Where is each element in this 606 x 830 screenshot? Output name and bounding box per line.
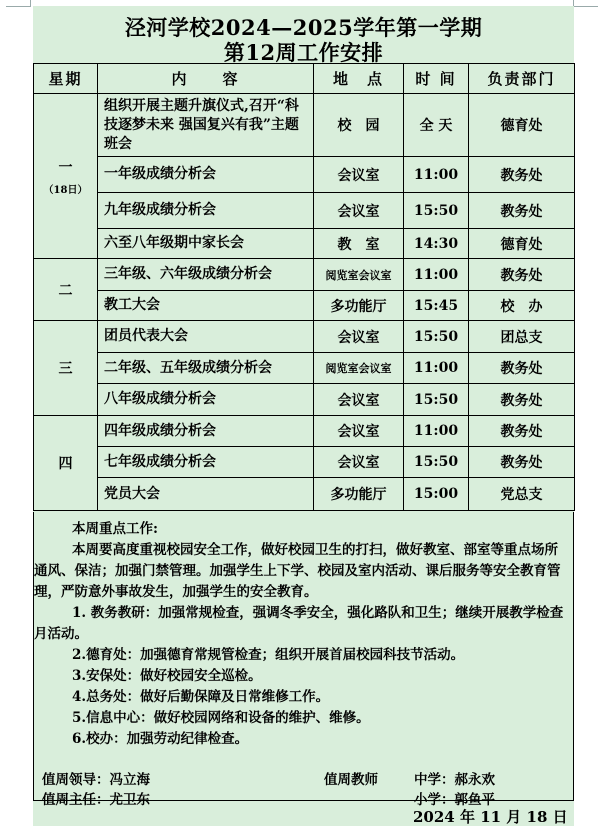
notes-item-2: 2.德育处：加强德育常规管检查；组织开展首届校园科技节活动。 bbox=[72, 647, 465, 663]
row-place: 教 室 bbox=[314, 229, 404, 259]
row-time: 14:30 bbox=[404, 229, 469, 259]
table-row bbox=[34, 193, 575, 229]
row-content: 四年级成绩分析会 bbox=[98, 416, 314, 447]
row-time: 11:00 bbox=[404, 259, 469, 291]
row-content: 七年级成绩分析会 bbox=[98, 447, 314, 478]
row-time: 15:00 bbox=[404, 478, 469, 511]
row-content: 六至八年级期中家长会 bbox=[98, 229, 314, 259]
row-content: 九年级成绩分析会 bbox=[98, 193, 314, 229]
day-date: （18日） bbox=[43, 184, 88, 196]
document-date: 2024 年 11 月 18 日 bbox=[413, 808, 568, 826]
row-time: 15:50 bbox=[404, 193, 469, 229]
row-time: 11:00 bbox=[404, 416, 469, 447]
table-row bbox=[34, 291, 575, 321]
day-thursday: 四 bbox=[34, 416, 98, 511]
row-dept: 校 办 bbox=[469, 291, 575, 321]
row-content: 八年级成绩分析会 bbox=[98, 384, 314, 416]
table-row bbox=[34, 157, 575, 193]
notes-item-1: 1. 教务教研：加强常规检查，强调冬季安全，强化路队和卫生；继续开展教学检查月活动。 bbox=[34, 605, 564, 642]
notes-heading: 本周重点工作: bbox=[72, 521, 158, 537]
document-title: 泾河学校2024—2025学年第一学期 bbox=[124, 15, 483, 40]
notes-item-5: 5.信息中心：做好校园网络和设备的维护、维修。 bbox=[72, 710, 370, 726]
row-place: 会议室 bbox=[314, 447, 404, 478]
duty-teacher-label: 值周教师 bbox=[324, 772, 378, 788]
row-place: 多功能厅 bbox=[314, 478, 404, 511]
header-place: 地 点 bbox=[314, 64, 404, 94]
table-row bbox=[34, 259, 575, 291]
header-time: 时 间 bbox=[404, 64, 469, 94]
row-content: 教工大会 bbox=[98, 291, 314, 321]
day-label: 一 bbox=[58, 159, 73, 176]
row-dept: 德育处 bbox=[469, 94, 575, 157]
row-time: 15:45 bbox=[404, 291, 469, 321]
row-time: 全 天 bbox=[404, 94, 469, 157]
day-wednesday: 三 bbox=[34, 321, 98, 416]
row-place: 会议室 bbox=[314, 193, 404, 229]
document-subtitle: 第12周工作安排 bbox=[223, 40, 384, 65]
row-place: 校 园 bbox=[314, 94, 404, 157]
row-time: 11:00 bbox=[404, 157, 469, 193]
duty-director: 值周主任：尤卫东 bbox=[42, 792, 150, 808]
schedule-sheet bbox=[33, 6, 574, 826]
row-place: 阅览室会议室 bbox=[314, 259, 404, 291]
notes-intro: 本周要高度重视校园安全工作，做好校园卫生的打扫，做好教室、部室等重点场所通风、保洁；加强门禁管理。加强学生上下学、校园及室内活动、课后服务等安全教育管理，严防意外事故发生，加强学生的安全教育。 bbox=[34, 542, 561, 600]
row-content: 一年级成绩分析会 bbox=[98, 157, 314, 193]
row-dept: 教务处 bbox=[469, 447, 575, 478]
row-time: 15:50 bbox=[404, 447, 469, 478]
row-content: 组织开展主题升旗仪式,召开“科技逐梦未来 强国复兴有我”主题班会 bbox=[98, 94, 314, 157]
row-time: 15:50 bbox=[404, 321, 469, 353]
row-place: 阅览室会议室 bbox=[314, 353, 404, 384]
row-content: 三年级、六年级成绩分析会 bbox=[98, 259, 314, 291]
row-dept: 教务处 bbox=[469, 416, 575, 447]
row-dept: 德育处 bbox=[469, 229, 575, 259]
duty-primary-school: 小学：郭鱼平 bbox=[414, 792, 495, 808]
notes-item-4: 4.总务处：做好后勤保障及日常维修工作。 bbox=[72, 689, 330, 705]
row-place: 会议室 bbox=[314, 157, 404, 193]
notes-item-6: 6.校办：加强劳动纪律检查。 bbox=[72, 731, 249, 747]
day-monday bbox=[34, 94, 98, 259]
row-place: 会议室 bbox=[314, 416, 404, 447]
row-dept: 教务处 bbox=[469, 193, 575, 229]
duty-middle-school: 中学：郝永欢 bbox=[414, 772, 495, 788]
row-dept: 党总支 bbox=[469, 478, 575, 511]
row-content: 二年级、五年级成绩分析会 bbox=[98, 353, 314, 384]
table-row bbox=[34, 353, 575, 384]
row-dept: 教务处 bbox=[469, 384, 575, 416]
header-dept: 负责部门 bbox=[469, 64, 575, 94]
row-content: 党员大会 bbox=[98, 478, 314, 511]
duty-leader: 值周领导：冯立海 bbox=[42, 772, 150, 788]
table-row bbox=[34, 321, 575, 353]
table-header-row bbox=[34, 64, 575, 94]
table-row bbox=[34, 416, 575, 447]
crop-mark-left bbox=[6, 0, 31, 7]
table-row bbox=[34, 447, 575, 478]
row-time: 15:50 bbox=[404, 384, 469, 416]
notes-item-3: 3.安保处：做好校园安全巡检。 bbox=[72, 668, 262, 684]
row-dept: 教务处 bbox=[469, 157, 575, 193]
row-dept: 教务处 bbox=[469, 353, 575, 384]
row-content: 团员代表大会 bbox=[98, 321, 314, 353]
table-row bbox=[34, 94, 575, 157]
row-place: 多功能厅 bbox=[314, 291, 404, 321]
day-tuesday: 二 bbox=[34, 259, 98, 321]
crop-mark-right bbox=[573, 0, 598, 7]
row-dept: 团总支 bbox=[469, 321, 575, 353]
schedule-table bbox=[33, 63, 575, 511]
row-time: 11:00 bbox=[404, 353, 469, 384]
table-row bbox=[34, 478, 575, 511]
row-place: 会议室 bbox=[314, 384, 404, 416]
table-row bbox=[34, 384, 575, 416]
header-day: 星期 bbox=[34, 64, 98, 94]
header-content: 内 容 bbox=[98, 64, 314, 94]
table-row bbox=[34, 229, 575, 259]
row-dept: 教务处 bbox=[469, 259, 575, 291]
row-place: 会议室 bbox=[314, 321, 404, 353]
weekly-notes bbox=[33, 512, 574, 808]
